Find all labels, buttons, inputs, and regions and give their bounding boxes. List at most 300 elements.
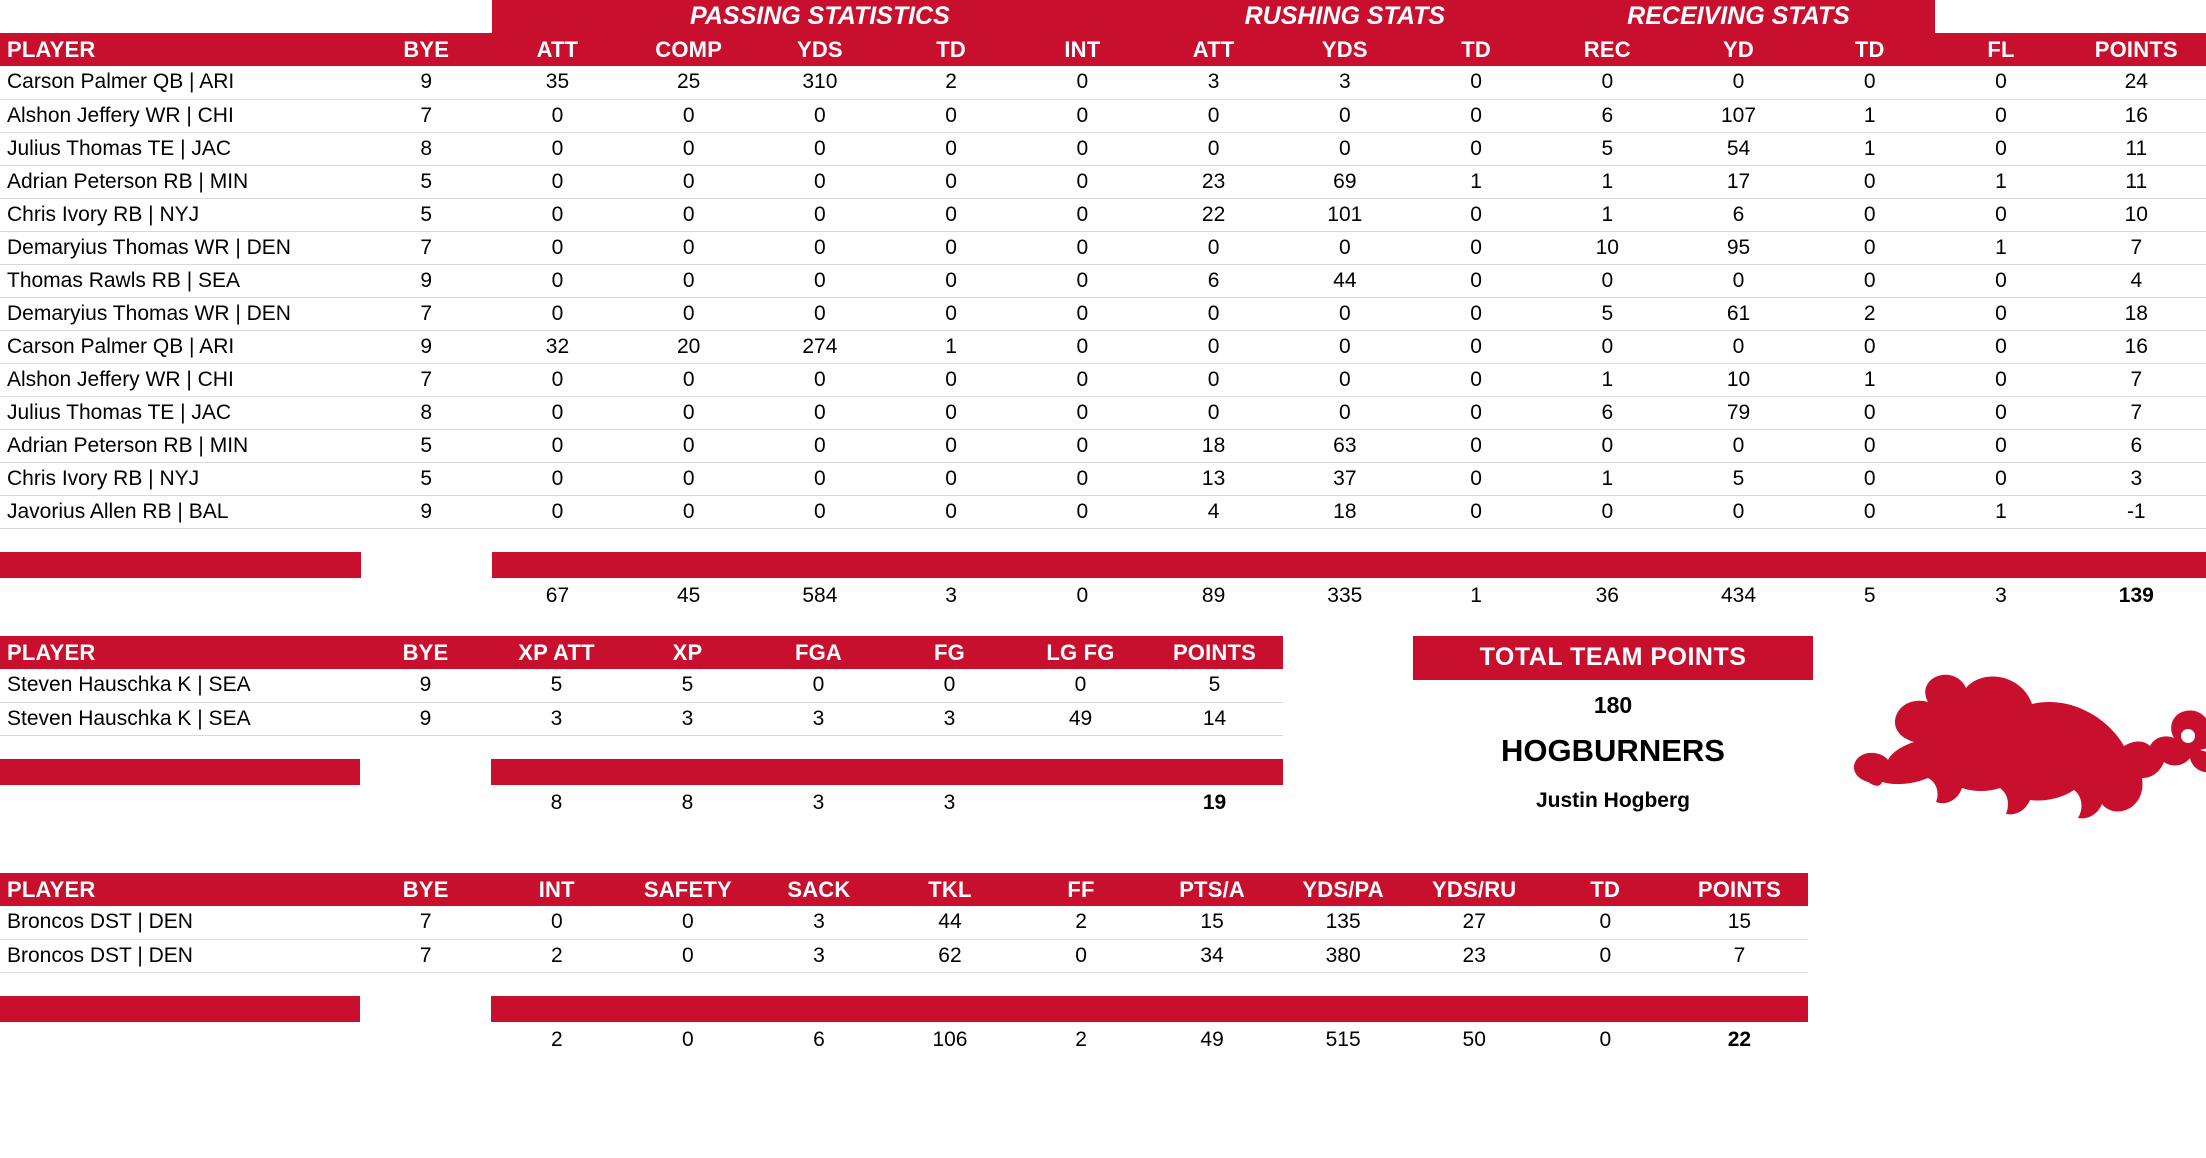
divider-cell bbox=[0, 996, 360, 1022]
total-cell bbox=[360, 785, 491, 821]
stat-cell: 18 bbox=[1148, 429, 1279, 462]
stat-cell: 0 bbox=[1148, 330, 1279, 363]
stat-cell: 2 bbox=[491, 939, 622, 972]
stat-cell: 1 bbox=[1542, 198, 1673, 231]
stat-cell: 0 bbox=[492, 297, 623, 330]
kicker-table-body bbox=[0, 669, 1283, 821]
divider-cell bbox=[1409, 996, 1540, 1022]
spacer-cell bbox=[1278, 972, 1409, 996]
stat-cell: 10 bbox=[2067, 198, 2206, 231]
stat-cell: 0 bbox=[1017, 264, 1148, 297]
col-header-player: PLAYER bbox=[0, 33, 361, 66]
stat-cell: 0 bbox=[1148, 297, 1279, 330]
stat-cell: 0 bbox=[1148, 363, 1279, 396]
divider-cell bbox=[1673, 552, 1804, 578]
spacer-cell bbox=[886, 528, 1017, 552]
stat-cell: 0 bbox=[1016, 939, 1147, 972]
col-header-rec-td: TD bbox=[1804, 33, 1935, 66]
total-cell: 0 bbox=[682, 1028, 694, 1051]
total-points-cell: 139 bbox=[2118, 584, 2154, 607]
kicker-stats-table bbox=[0, 636, 1283, 821]
totals-row bbox=[0, 785, 1283, 821]
kicker-col-header-xp: XP bbox=[622, 636, 753, 669]
stat-cell: 7 bbox=[2067, 363, 2206, 396]
kicker-table-wrap bbox=[0, 636, 1283, 821]
defense-col-header-ff: FF bbox=[1016, 873, 1147, 906]
stat-cell: 0 bbox=[1279, 297, 1410, 330]
stat-cell: 4 bbox=[1148, 495, 1279, 528]
stat-cell: 1 bbox=[1935, 165, 2066, 198]
razorback-hog-logo bbox=[1848, 654, 2206, 839]
total-cell: 0 bbox=[1076, 584, 1089, 607]
col-header-rush-att: ATT bbox=[1148, 33, 1279, 66]
total-points-cell: 22 bbox=[1727, 1028, 1752, 1051]
stat-cell: 7 bbox=[2067, 396, 2206, 429]
stat-cell: 16 bbox=[2067, 99, 2206, 132]
spacer-cell bbox=[0, 528, 361, 552]
stat-cell: 62 bbox=[884, 939, 1015, 972]
stat-cell: 0 bbox=[1540, 906, 1671, 939]
stat-cell: 0 bbox=[622, 939, 753, 972]
player-name-cell: Steven Hauschka K | SEA bbox=[0, 702, 360, 735]
divider-cell bbox=[1935, 552, 2066, 578]
stat-cell: 0 bbox=[492, 264, 623, 297]
stat-cell: 3 bbox=[622, 702, 753, 735]
stat-cell: 0 bbox=[1542, 330, 1673, 363]
stat-cell: 0 bbox=[1410, 198, 1541, 231]
spacer-cell bbox=[1015, 735, 1146, 759]
stat-cell: 8 bbox=[361, 396, 492, 429]
divider-cell bbox=[1804, 552, 1935, 578]
stat-cell: 0 bbox=[754, 297, 885, 330]
divider-cell bbox=[1017, 552, 1148, 578]
stat-cell: 9 bbox=[361, 66, 492, 99]
stat-cell: 44 bbox=[884, 906, 1015, 939]
stat-cell: 0 bbox=[1148, 396, 1279, 429]
defense-col-header-safety: SAFETY bbox=[622, 873, 753, 906]
stat-cell: 0 bbox=[1935, 363, 2066, 396]
stat-cell: 0 bbox=[754, 264, 885, 297]
stat-cell: 0 bbox=[886, 396, 1017, 429]
stat-cell: -1 bbox=[2067, 495, 2206, 528]
stat-cell: 0 bbox=[1935, 132, 2066, 165]
team-points-title: TOTAL TEAM POINTS bbox=[1413, 636, 1813, 680]
stat-cell: 0 bbox=[1017, 462, 1148, 495]
stat-cell: 0 bbox=[623, 462, 754, 495]
stat-cell: 0 bbox=[1542, 66, 1673, 99]
player-name-cell: Chris Ivory RB | NYJ bbox=[0, 462, 361, 495]
spacer-cell bbox=[491, 972, 622, 996]
total-cell: 3 bbox=[1995, 584, 2007, 607]
spacer-cell bbox=[1673, 528, 1804, 552]
stat-cell: 0 bbox=[492, 165, 623, 198]
player-name-cell: Thomas Rawls RB | SEA bbox=[0, 264, 361, 297]
stat-cell: 3 bbox=[1148, 66, 1279, 99]
divider-cell bbox=[622, 759, 753, 785]
col-header-pass-comp: COMP bbox=[623, 33, 754, 66]
stat-cell: 0 bbox=[754, 396, 885, 429]
stat-cell: 1 bbox=[1804, 99, 1935, 132]
group-header-blank-fl bbox=[1935, 0, 2066, 33]
stat-cell: 18 bbox=[2067, 297, 2206, 330]
spacer-cell bbox=[1540, 972, 1671, 996]
col-header-pass-att: ATT bbox=[492, 33, 623, 66]
total-cell: 2 bbox=[1075, 1028, 1087, 1051]
total-cell bbox=[360, 1022, 491, 1058]
stat-cell: 0 bbox=[1017, 396, 1148, 429]
kicker-col-header-fg: FG bbox=[884, 636, 1015, 669]
spacer-cell bbox=[360, 735, 491, 759]
stat-cell: 7 bbox=[361, 231, 492, 264]
stat-cell: 0 bbox=[754, 165, 885, 198]
stat-cell: 0 bbox=[1017, 330, 1148, 363]
total-cell: 67 bbox=[545, 584, 570, 607]
divider-cell bbox=[1279, 552, 1410, 578]
stat-cell: 0 bbox=[1410, 132, 1541, 165]
stat-cell: 7 bbox=[1671, 939, 1808, 972]
team-points-box bbox=[1413, 636, 1813, 813]
stat-cell: 0 bbox=[623, 231, 754, 264]
stat-cell: 2 bbox=[1016, 906, 1147, 939]
stat-cell: 61 bbox=[1673, 297, 1804, 330]
total-cell: 3 bbox=[945, 584, 957, 607]
stat-cell: 0 bbox=[1279, 99, 1410, 132]
stat-cell: 0 bbox=[1804, 495, 1935, 528]
player-name-cell: Demaryius Thomas WR | DEN bbox=[0, 297, 361, 330]
stat-cell: 1 bbox=[1542, 363, 1673, 396]
total-cell bbox=[0, 1022, 360, 1058]
stat-cell: 0 bbox=[492, 429, 623, 462]
divider-cell bbox=[491, 996, 622, 1022]
stat-cell: 6 bbox=[1542, 396, 1673, 429]
defense-col-header-int: INT bbox=[491, 873, 622, 906]
defense-col-header-sack: SACK bbox=[753, 873, 884, 906]
stat-cell: 0 bbox=[1935, 330, 2066, 363]
col-header-rush-yds: YDS bbox=[1279, 33, 1410, 66]
spacer-cell bbox=[1410, 528, 1541, 552]
stat-cell: 0 bbox=[1410, 462, 1541, 495]
spacer-cell bbox=[1804, 528, 1935, 552]
stat-cell: 0 bbox=[1673, 264, 1804, 297]
spacer-cell bbox=[1148, 528, 1279, 552]
stat-cell: 0 bbox=[1017, 429, 1148, 462]
stat-cell: 0 bbox=[1935, 462, 2066, 495]
divider-cell bbox=[1147, 996, 1278, 1022]
col-header-rec: REC bbox=[1542, 33, 1673, 66]
stat-cell: 17 bbox=[1673, 165, 1804, 198]
stat-cell: 0 bbox=[623, 198, 754, 231]
table-row bbox=[0, 669, 1283, 702]
total-cell: 0 bbox=[1599, 1028, 1612, 1051]
stat-cell: 0 bbox=[492, 99, 623, 132]
spacer-cell bbox=[1017, 528, 1148, 552]
stat-cell: 0 bbox=[1410, 495, 1541, 528]
total-cell: 515 bbox=[1325, 1028, 1361, 1051]
stat-cell: 7 bbox=[360, 939, 491, 972]
table-row bbox=[0, 231, 2206, 264]
stat-cell: 15 bbox=[1147, 906, 1278, 939]
total-cell: 335 bbox=[1327, 584, 1363, 607]
total-cell bbox=[0, 578, 361, 614]
table-row bbox=[0, 462, 2206, 495]
stat-cell: 0 bbox=[492, 462, 623, 495]
group-header-receiving: RECEIVING STATS bbox=[1542, 0, 1936, 33]
kicker-col-header-fga: FGA bbox=[753, 636, 884, 669]
stat-cell: 274 bbox=[754, 330, 885, 363]
stat-cell: 0 bbox=[1410, 99, 1541, 132]
stat-cell: 15 bbox=[1671, 906, 1808, 939]
stat-cell: 0 bbox=[1804, 66, 1935, 99]
stat-cell: 0 bbox=[623, 165, 754, 198]
spacer-cell bbox=[1016, 972, 1147, 996]
kicker-column-header-row bbox=[0, 636, 1283, 669]
stat-cell: 0 bbox=[1410, 297, 1541, 330]
spacer-cell bbox=[1147, 972, 1278, 996]
divider-cell bbox=[753, 996, 884, 1022]
stat-cell: 0 bbox=[886, 429, 1017, 462]
total-cell: 434 bbox=[1720, 584, 1757, 607]
stat-cell: 107 bbox=[1673, 99, 1804, 132]
stat-cell: 7 bbox=[2067, 231, 2206, 264]
player-name-cell: Demaryius Thomas WR | DEN bbox=[0, 231, 361, 264]
stat-cell: 32 bbox=[492, 330, 623, 363]
defense-col-header-player: PLAYER bbox=[0, 873, 360, 906]
spacer-kicker-defense bbox=[0, 839, 2206, 873]
totals-row bbox=[0, 1022, 1808, 1058]
stat-cell: 44 bbox=[1279, 264, 1410, 297]
stat-cell: 0 bbox=[1017, 66, 1148, 99]
stat-cell: 3 bbox=[1279, 66, 1410, 99]
stat-cell: 0 bbox=[1540, 939, 1671, 972]
stat-cell: 0 bbox=[1804, 462, 1935, 495]
divider-cell bbox=[360, 759, 491, 785]
stat-cell: 63 bbox=[1279, 429, 1410, 462]
table-row bbox=[0, 495, 2206, 528]
stat-cell: 0 bbox=[754, 462, 885, 495]
stat-cell: 9 bbox=[361, 495, 492, 528]
table-row bbox=[0, 99, 2206, 132]
player-name-cell: Carson Palmer QB | ARI bbox=[0, 66, 361, 99]
stat-cell: 0 bbox=[1804, 429, 1935, 462]
total-cell: 8 bbox=[681, 791, 694, 814]
divider-cell bbox=[884, 759, 1015, 785]
stat-cell: 380 bbox=[1278, 939, 1409, 972]
divider-cell bbox=[623, 552, 754, 578]
totals-row bbox=[0, 578, 2206, 614]
stat-cell: 0 bbox=[1804, 231, 1935, 264]
defense-col-header-tkl: TKL bbox=[884, 873, 1015, 906]
col-header-pass-td: TD bbox=[886, 33, 1017, 66]
defense-col-header-yds-ru: YDS/RU bbox=[1409, 873, 1540, 906]
spacer-row bbox=[0, 528, 2206, 552]
stat-cell: 0 bbox=[1017, 495, 1148, 528]
stat-cell: 0 bbox=[886, 132, 1017, 165]
stat-cell: 0 bbox=[886, 495, 1017, 528]
stat-cell: 10 bbox=[1542, 231, 1673, 264]
stat-cell: 11 bbox=[2067, 165, 2206, 198]
stat-cell: 0 bbox=[1935, 264, 2066, 297]
spacer-row bbox=[0, 735, 1283, 759]
stat-cell: 0 bbox=[1017, 198, 1148, 231]
group-header-blank-points bbox=[2067, 0, 2206, 33]
table-row bbox=[0, 396, 2206, 429]
total-cell: 50 bbox=[1462, 1028, 1486, 1051]
total-cell: 49 bbox=[1200, 1028, 1224, 1051]
stat-cell: 0 bbox=[1279, 132, 1410, 165]
stat-cell: 69 bbox=[1279, 165, 1410, 198]
stat-cell: 7 bbox=[360, 906, 491, 939]
stat-cell: 0 bbox=[886, 363, 1017, 396]
kicker-and-team-row bbox=[0, 636, 2206, 839]
kicker-col-header-lg-fg: LG FG bbox=[1015, 636, 1146, 669]
stat-cell: 0 bbox=[623, 363, 754, 396]
stat-cell: 6 bbox=[1542, 99, 1673, 132]
spacer-cell bbox=[0, 972, 360, 996]
stat-cell: 3 bbox=[884, 702, 1015, 735]
defense-column-header-row bbox=[0, 873, 1808, 906]
divider-cell bbox=[1410, 552, 1541, 578]
stat-cell: 5 bbox=[1542, 132, 1673, 165]
divider-cell bbox=[491, 759, 622, 785]
spacer-cell bbox=[491, 735, 622, 759]
stat-cell: 135 bbox=[1278, 906, 1409, 939]
divider-cell bbox=[884, 996, 1015, 1022]
table-row bbox=[0, 429, 2206, 462]
stat-cell: 5 bbox=[622, 669, 753, 702]
stat-cell: 0 bbox=[1542, 264, 1673, 297]
stat-cell: 5 bbox=[361, 198, 492, 231]
stat-cell: 0 bbox=[492, 198, 623, 231]
player-name-cell: Julius Thomas TE | JAC bbox=[0, 132, 361, 165]
stat-cell: 0 bbox=[491, 906, 622, 939]
player-name-cell: Javorius Allen RB | BAL bbox=[0, 495, 361, 528]
stat-cell: 0 bbox=[1935, 66, 2066, 99]
stat-cell: 101 bbox=[1279, 198, 1410, 231]
total-cell bbox=[0, 785, 360, 821]
total-cell: 89 bbox=[1201, 584, 1226, 607]
stat-cell: 23 bbox=[1409, 939, 1540, 972]
stat-cell: 0 bbox=[1935, 198, 2066, 231]
divider-cell bbox=[1540, 996, 1671, 1022]
stat-cell: 310 bbox=[754, 66, 885, 99]
stat-cell: 2 bbox=[1804, 297, 1935, 330]
player-name-cell: Adrian Peterson RB | MIN bbox=[0, 429, 361, 462]
stat-cell: 54 bbox=[1673, 132, 1804, 165]
stat-cell: 9 bbox=[361, 264, 492, 297]
stat-cell: 7 bbox=[361, 363, 492, 396]
stat-cell: 0 bbox=[886, 99, 1017, 132]
stat-cell: 0 bbox=[754, 495, 885, 528]
stat-cell: 0 bbox=[886, 297, 1017, 330]
stat-cell: 0 bbox=[1279, 330, 1410, 363]
total-cell: 5 bbox=[1863, 584, 1876, 607]
stat-cell: 14 bbox=[1146, 702, 1283, 735]
stat-cell: 6 bbox=[2067, 429, 2206, 462]
player-name-cell: Broncos DST | DEN bbox=[0, 906, 360, 939]
stat-cell: 9 bbox=[360, 669, 491, 702]
stat-cell: 0 bbox=[1804, 198, 1935, 231]
player-name-cell: Alshon Jeffery WR | CHI bbox=[0, 99, 361, 132]
total-cell: 106 bbox=[932, 1028, 968, 1051]
total-cell: 36 bbox=[1595, 584, 1619, 607]
divider-cell bbox=[1016, 996, 1147, 1022]
divider-cell bbox=[1671, 996, 1808, 1022]
stat-cell: 0 bbox=[1673, 66, 1804, 99]
stat-cell: 0 bbox=[1148, 99, 1279, 132]
defense-stats-table bbox=[0, 873, 1808, 1058]
stat-cell: 5 bbox=[1146, 669, 1283, 702]
spacer-cell bbox=[2067, 528, 2206, 552]
total-cell: 6 bbox=[813, 1028, 825, 1051]
divider-cell bbox=[753, 759, 884, 785]
spacer-cell bbox=[753, 735, 884, 759]
table-row bbox=[0, 363, 2206, 396]
total-points-cell: 19 bbox=[1202, 791, 1227, 814]
stat-cell: 0 bbox=[1017, 297, 1148, 330]
stat-cell: 1 bbox=[1410, 165, 1541, 198]
spacer-cell bbox=[1279, 528, 1410, 552]
group-header-rushing: RUSHING STATS bbox=[1148, 0, 1542, 33]
table-row bbox=[0, 198, 2206, 231]
col-header-pass-int: INT bbox=[1017, 33, 1148, 66]
spacer-cell bbox=[1935, 528, 2066, 552]
stat-cell: 24 bbox=[2067, 66, 2206, 99]
stat-cell: 0 bbox=[623, 297, 754, 330]
table-row bbox=[0, 165, 2206, 198]
spacer-cell bbox=[622, 735, 753, 759]
stat-cell: 0 bbox=[1804, 396, 1935, 429]
stat-cell: 20 bbox=[623, 330, 754, 363]
stat-cell: 0 bbox=[492, 132, 623, 165]
divider-cell bbox=[361, 552, 492, 578]
stat-cell: 3 bbox=[753, 702, 884, 735]
defense-table-body bbox=[0, 906, 1808, 1058]
table-row bbox=[0, 132, 2206, 165]
stat-cell: 0 bbox=[754, 99, 885, 132]
stat-cell: 49 bbox=[1015, 702, 1146, 735]
divider-cell bbox=[492, 552, 623, 578]
team-name: HOGBURNERS bbox=[1501, 733, 1725, 768]
stat-cell: 5 bbox=[1542, 297, 1673, 330]
divider-cell bbox=[1278, 996, 1409, 1022]
section-divider-bar bbox=[0, 552, 2206, 578]
stat-cell: 0 bbox=[1935, 99, 2066, 132]
group-header-blank-left bbox=[0, 0, 492, 33]
stat-cell: 0 bbox=[1410, 66, 1541, 99]
spacer-cell bbox=[1542, 528, 1673, 552]
stat-cell: 95 bbox=[1673, 231, 1804, 264]
group-header-passing: PASSING STATISTICS bbox=[492, 0, 1148, 33]
total-cell: 584 bbox=[802, 584, 838, 607]
spacer-cell bbox=[360, 972, 491, 996]
stat-cell: 0 bbox=[492, 363, 623, 396]
stat-cell: 0 bbox=[622, 906, 753, 939]
stat-cell: 8 bbox=[361, 132, 492, 165]
stat-cell: 0 bbox=[1410, 363, 1541, 396]
col-header-points: POINTS bbox=[2067, 33, 2206, 66]
total-cell bbox=[361, 578, 492, 614]
col-header-rec-yd: YD bbox=[1673, 33, 1804, 66]
stat-cell: 0 bbox=[1017, 363, 1148, 396]
stat-cell: 0 bbox=[623, 495, 754, 528]
spacer-cell bbox=[884, 735, 1015, 759]
player-name-cell: Steven Hauschka K | SEA bbox=[0, 669, 360, 702]
total-cell: 2 bbox=[550, 1028, 563, 1051]
table-row bbox=[0, 297, 2206, 330]
section-divider-bar bbox=[0, 759, 1283, 785]
stat-cell: 3 bbox=[753, 906, 884, 939]
kicker-col-header-bye: BYE bbox=[360, 636, 491, 669]
